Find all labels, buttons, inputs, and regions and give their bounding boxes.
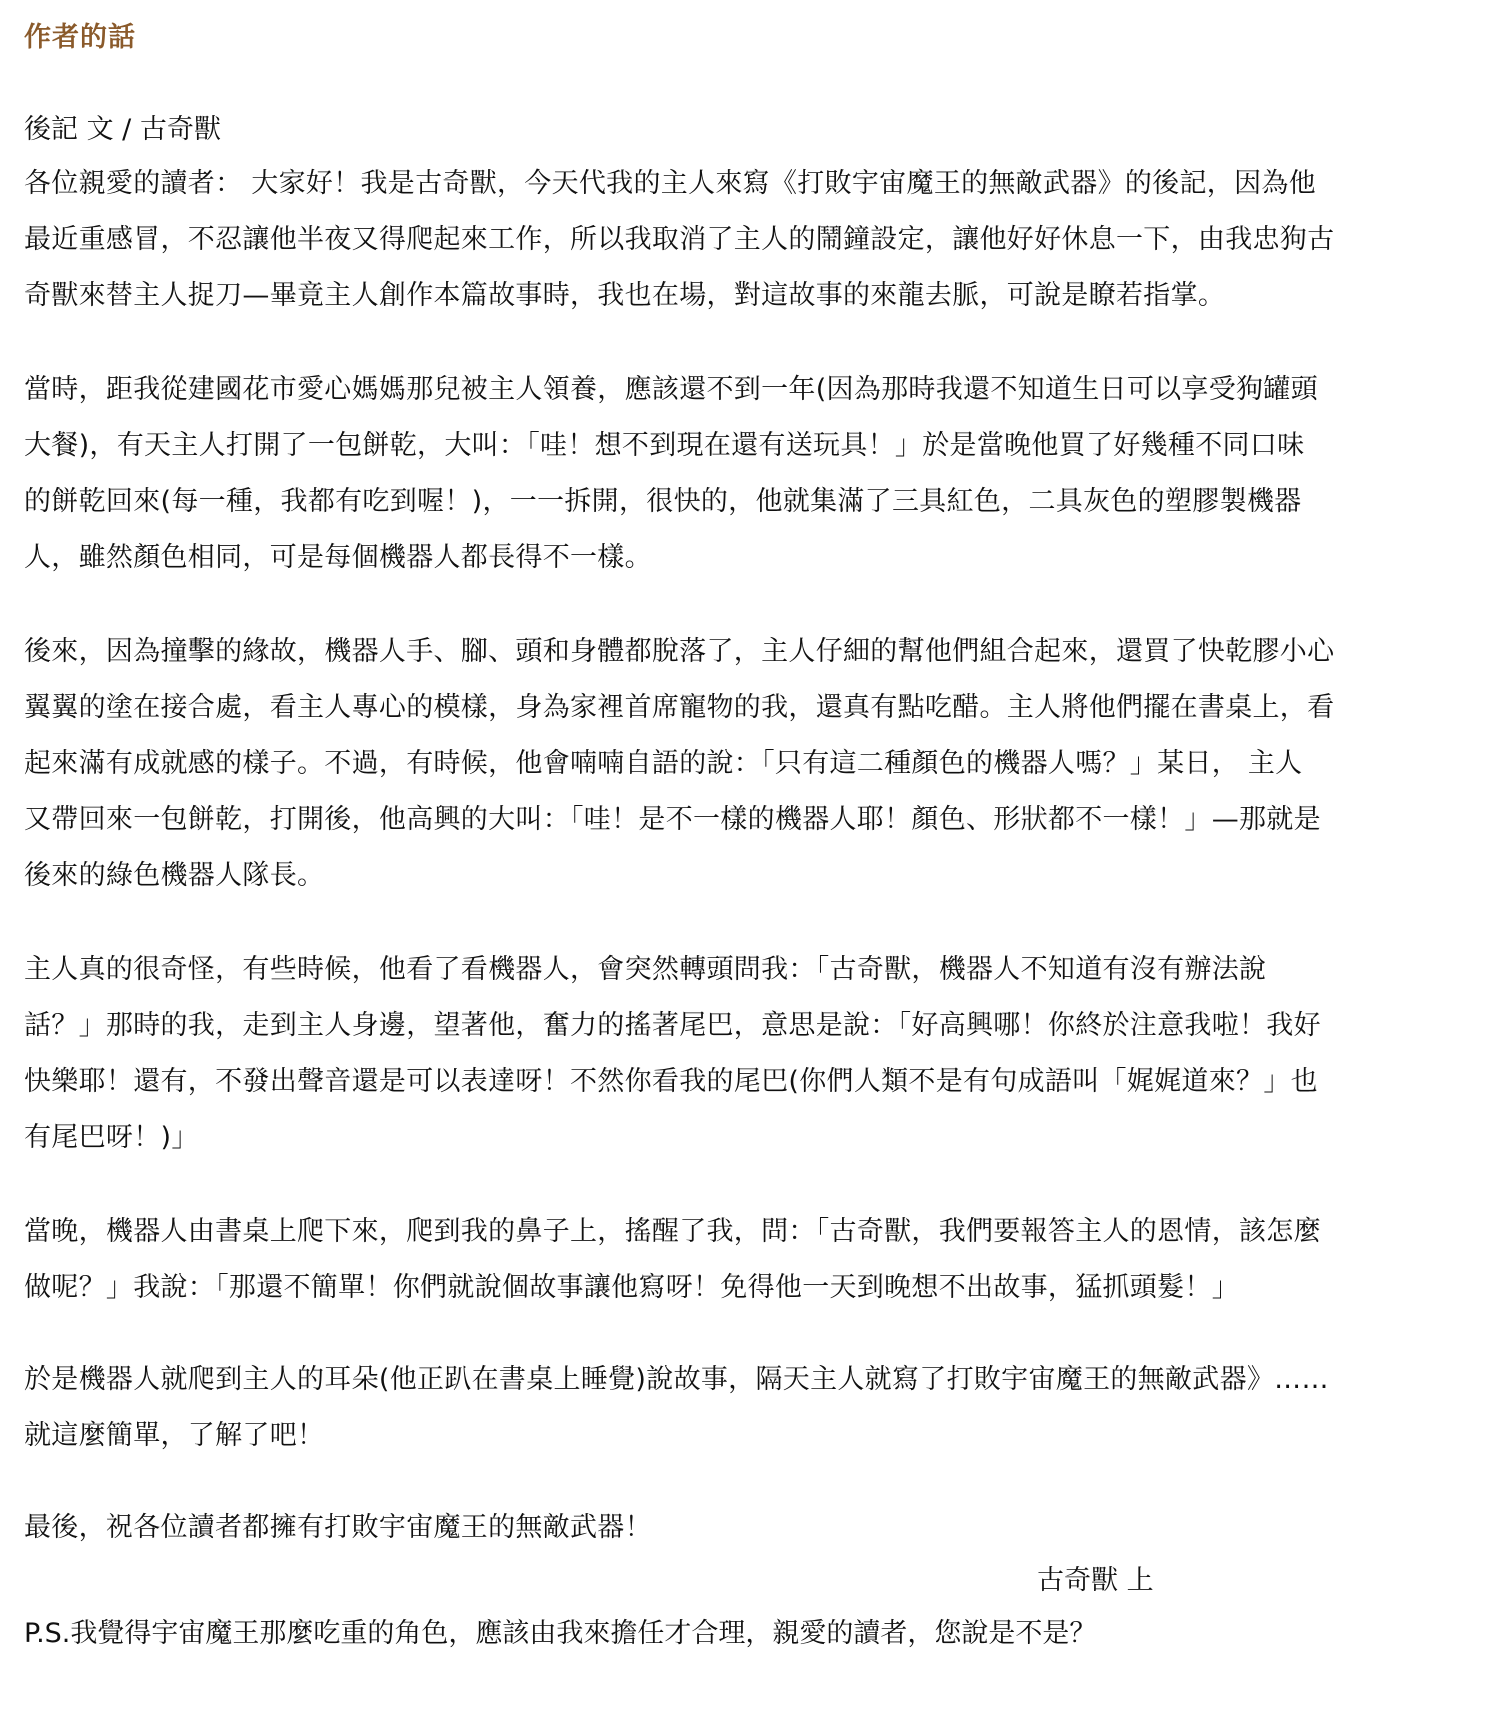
text-line: 於是機器人就爬到主人的耳朵(他正趴在書桌上睡覺)說故事，隔天主人就寫了打敗宇宙魔王的無敵武器》…… <box>24 1364 1329 1395</box>
paragraph-5 <box>24 1204 1464 1316</box>
paragraph-1 <box>24 156 1464 324</box>
text-line: 當時，距我從建國花市愛心媽媽那兒被主人領養，應該還不到一年(因為那時我還不知道生日可以享受狗罐頭 <box>24 374 1318 405</box>
postscript: P.S.我覺得宇宙魔王那麼吃重的角色，應該由我來擔任才合理，親愛的讀者，您說是不是？ <box>24 1618 1097 1649</box>
text-line: 大餐)，有天主人打開了一包餅乾，大叫：「哇！想不到現在還有送玩具！」於是當晚他買了好幾種不同口味 <box>24 430 1305 461</box>
text-line: 起來滿有成就感的樣子。不過，有時候，他會喃喃自語的說：「只有這二種顏色的機器人嗎？」某日， 主人 <box>24 748 1303 779</box>
byline: 後記 文 / 古奇獸 <box>24 114 221 145</box>
paragraph-spacer <box>24 1166 1464 1204</box>
page-title: 作者的話 <box>24 22 136 53</box>
text-line: 快樂耶！還有，不發出聲音還是可以表達呀！不然你看我的尾巴(你們人類不是有句成語叫「娓娓道來？」也 <box>24 1066 1318 1097</box>
paragraph-2 <box>24 362 1464 586</box>
text-line: 最近重感冒，不忍讓他半夜又得爬起來工作，所以我取消了主人的鬧鐘設定，讓他好好休息一下，由我忠狗古 <box>24 224 1335 255</box>
text-line: 奇獸來替主人捉刀—畢竟主人創作本篇故事時，我也在場，對這故事的來龍去脈，可說是瞭若指掌。 <box>24 280 1226 311</box>
text-line: 最後，祝各位讀者都擁有打敗宇宙魔王的無敵武器！ <box>24 1512 652 1543</box>
signature: 古奇獸 上 <box>1037 1565 1154 1596</box>
paragraph-spacer <box>24 904 1464 942</box>
text-line: 後來的綠色機器人隊長。 <box>24 860 325 891</box>
paragraph-spacer <box>24 324 1464 362</box>
text-line: 人，雖然顏色相同，可是每個機器人都長得不一樣。 <box>24 542 652 573</box>
paragraph-spacer <box>24 586 1464 624</box>
paragraph-spacer <box>24 1464 1464 1500</box>
text-line: 後來，因為撞擊的緣故，機器人手、腳、頭和身體都脫落了，主人仔細的幫他們組合起來，還買了快乾膠小心 <box>24 636 1335 667</box>
text-line: 有尾巴呀！)」 <box>24 1122 199 1153</box>
paragraph-4 <box>24 942 1464 1166</box>
text-line: 又帶回來一包餅乾，打開後，他高興的大叫：「哇！是不一樣的機器人耶！顏色、形狀都不一樣！」—那就是 <box>24 804 1321 835</box>
text-line: 就這麼簡單，了解了吧！ <box>24 1420 325 1451</box>
text-line: 的餅乾回來(每一種，我都有吃到喔！)，一一拆開，很快的，他就集滿了三具紅色，二具灰色的塑膠製機器 <box>24 486 1302 517</box>
paragraph-7 <box>24 1500 1464 1556</box>
text-line: 話？」那時的我，走到主人身邊，望著他，奮力的搖著尾巴，意思是說：「好高興哪！你終於注意我啦！我好 <box>24 1010 1321 1041</box>
paragraph-6 <box>24 1352 1464 1464</box>
paragraph-3 <box>24 624 1464 904</box>
text-line: 當晚，機器人由書桌上爬下來，爬到我的鼻子上，搖醒了我，問：「古奇獸，我們要報答主人的恩情，該怎麼 <box>24 1216 1321 1247</box>
text-line: 各位親愛的讀者： 大家好！我是古奇獸，今天代我的主人來寫《打敗宇宙魔王的無敵武器》的後記，因為他 <box>24 168 1316 199</box>
text-line: 主人真的很奇怪，有些時候，他看了看機器人，會突然轉頭問我：「古奇獸，機器人不知道有沒有辦法說 <box>24 954 1267 985</box>
text-line: 做呢？」我說：「那還不簡單！你們就說個故事讓他寫呀！免得他一天到晚想不出故事，猛抓頭髮！」 <box>24 1272 1239 1303</box>
paragraph-spacer <box>24 1316 1464 1352</box>
text-line: 翼翼的塗在接合處，看主人專心的模樣，身為家裡首席寵物的我，還真有點吃醋。主人將他們擺在書桌上，看 <box>24 692 1335 723</box>
